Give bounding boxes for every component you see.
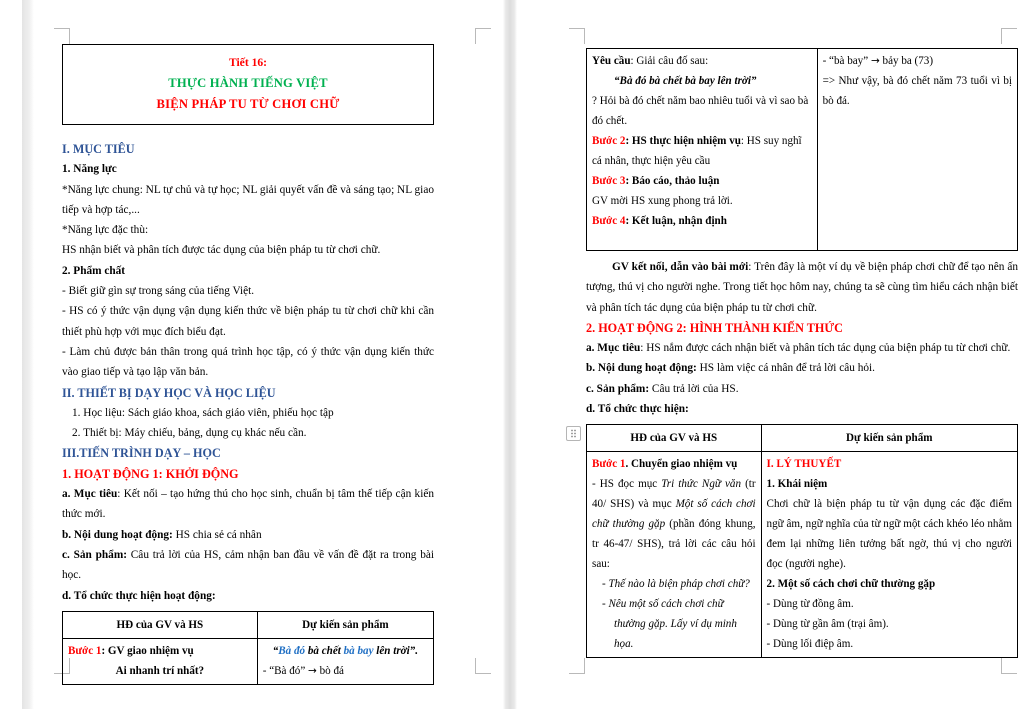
- para-hd2-noi-dung: [586, 358, 1018, 378]
- label-buoc-1-2: Bước 1: [592, 458, 626, 471]
- cell-line-buoc3-body: GV mời HS xung phong trả lời.: [592, 195, 733, 207]
- text-buoc-1: : GV giao nhiệm vụ: [101, 644, 194, 657]
- right-column-content: [586, 44, 1018, 658]
- cell-line-buoc1: [68, 641, 252, 661]
- text-ba-do: - “Bà đó”: [262, 664, 309, 677]
- text-phan-dong-khung: (phần đóng khung, tr 46-47/ SHS), trả lời các câu hỏi sau:: [592, 518, 756, 571]
- cell-line-bullet-3: - Dùng lối điệp âm.: [766, 638, 854, 651]
- para-hd2-san-pham: [586, 379, 1018, 399]
- cell-line-question-2b: thường gặp. Lấy ví dụ minh họa.: [614, 618, 737, 651]
- hd2-table: [586, 424, 1018, 658]
- cell-line-hs-doc-muc: [592, 474, 756, 574]
- section-heading-thiet-bi: II. THIẾT BỊ DẠY HỌC VÀ HỌC LIỆU: [62, 385, 276, 400]
- label-noi-dung-2: b. Nội dung hoạt động:: [586, 362, 697, 375]
- cell-line-buoc3: [592, 171, 812, 191]
- text-buoc-1-2: . Chuyển giao nhiệm vụ: [625, 458, 738, 471]
- text-ba-bay: - “bà bay”: [822, 55, 871, 67]
- para-hd2-muc-tieu: [586, 338, 1018, 358]
- cell-line-ket-luan: => Như vậy, bà đó chết năm 73 tuổi vì bị bò đá.: [822, 75, 1012, 107]
- cell-line-buoc1-2: [592, 454, 756, 474]
- cell-hd2-san-pham: [761, 452, 1017, 658]
- crop-mark-top-left-2: [569, 28, 585, 44]
- para-nang-luc-dac-thu-body: HS nhận biết và phân tích được tác dụng của biện pháp tu từ chơi chữ.: [62, 244, 381, 257]
- para-nang-luc-dac-thu-label: *Năng lực đặc thù:: [62, 224, 149, 237]
- hd1-table-continued: [586, 48, 1018, 251]
- page-left-edge-shadow: [22, 0, 34, 709]
- riddle-part-1: Bà đó: [278, 644, 306, 657]
- riddle-part-3: bà bay: [343, 644, 374, 657]
- label-buoc-3: Bước 3: [592, 175, 626, 187]
- cell-line-ba-do: [263, 661, 428, 681]
- cell-line-riddle: [263, 641, 428, 661]
- table-header-gv-hs: HĐ của GV và HS: [63, 611, 258, 638]
- right-arrow-icon: →: [308, 664, 317, 677]
- para-thiet-bi: 2. Thiết bị: Máy chiếu, bảng, dụng cụ khác nếu cần.: [72, 427, 307, 440]
- text-mot-so-cach-choi-chu: Một số cách chơi chữ thường gặp: [592, 498, 756, 531]
- text-muc-tieu: : Kết nối – tạo hứng thú cho học sinh, chuẩn bị tâm thế tiếp cận kiến thức mới.: [62, 488, 434, 521]
- label-buoc-2: Bước 2: [592, 135, 626, 147]
- para-hd2-to-chuc: d. Tổ chức thực hiện:: [586, 403, 689, 416]
- text-noi-dung: HS chia sẻ cá nhân: [172, 528, 262, 541]
- cell-line-buoc4: [592, 211, 812, 231]
- lesson-number: Tiết 16:: [228, 56, 268, 69]
- lesson-title-main: THỰC HÀNH TIẾNG VIỆT: [168, 76, 328, 90]
- crop-mark-bottom-right: [475, 658, 491, 674]
- cell-line-buoc2: [592, 131, 812, 171]
- cell-line-bullet-1: - Dùng từ đồng âm.: [766, 598, 854, 611]
- crop-mark-top-right: [475, 28, 491, 44]
- text-bay-ba: bảy ba (73): [879, 55, 934, 67]
- table-header-san-pham-2: Dự kiến sản phẩm: [761, 425, 1017, 452]
- label-yeu-cau: Yêu cầu: [592, 55, 631, 67]
- section-heading-tien-trinh: III.TIẾN TRÌNH DẠY – HỌC: [62, 446, 221, 461]
- text-gv-ket-noi: : Trên đây là một ví dụ về biện pháp chơi chữ để tạo nên ấn tượng, thú vị cho người nghe. Trong tiết học hôm nay, chúng ta sẽ cùng tìm hiểu cách nhận biết và phân tích tác dụng của biện pháp tu từ chơi chữ.: [586, 261, 1018, 314]
- label-muc-tieu-2: a. Mục tiêu: [586, 342, 641, 355]
- cell-line-question-2a: - Nêu một số cách chơi chữ: [602, 598, 724, 611]
- riddle-part-2: bà chết: [305, 644, 344, 657]
- cell-hd2-gv-hs: [587, 452, 762, 658]
- text-buoc-2-bold: : HS thực hiện nhiệm vụ: [625, 135, 741, 147]
- left-column-content: [62, 44, 434, 685]
- text-yeu-cau: : Giải câu đố sau:: [630, 55, 709, 67]
- page-separator-gap: [503, 0, 517, 709]
- subheading-nang-luc: 1. Năng lực: [62, 163, 117, 176]
- cell-line-bullet-2: - Dùng từ gần âm (trại âm).: [766, 618, 889, 631]
- crop-mark-top-right-2: [1001, 28, 1017, 44]
- table-header-row: [587, 425, 1018, 452]
- cell-line-khai-niem-body: Chơi chữ là biện pháp tu từ vận dụng các đặc điểm ngữ âm, ngữ nghĩa của từ ngữ một cách khéo léo nhằm đem lại những liên tưởng bất ngờ, thú vị cho người đọc (người nghe).: [766, 498, 1012, 571]
- text-san-pham-2: Câu trả lời của HS.: [649, 382, 739, 395]
- para-nang-luc-chung: *Năng lực chung: NL tự chủ và tự học; NL giải quyết vấn đề và sáng tạo; NL giao tiếp và hợp tác,...: [62, 183, 434, 216]
- para-pham-chat-1: - Biết giữ gìn sự trong sáng của tiếng Việt.: [62, 285, 255, 298]
- text-va-muc: (tr 40/ SHS) và mục: [592, 478, 756, 511]
- subheading-pham-chat: 2. Phẩm chất: [62, 264, 126, 277]
- text-muc-tieu-2: : HS nắm được cách nhận biết và phân tích tác dụng của biện pháp tu từ chơi chữ.: [640, 342, 1011, 355]
- para-pham-chat-3: - Làm chủ được bản thân trong quá trình học tập, có ý thức vận dụng kiến thức vào giao tiếp và tạo lập văn bản.: [62, 345, 434, 379]
- crop-mark-bottom-right-2: [1001, 658, 1017, 674]
- cell-line-question-1: - Thế nào là biện pháp chơi chữ?: [602, 578, 750, 591]
- cell-hd-gv-hs-continued: [587, 49, 818, 251]
- crop-mark-top-left: [54, 28, 70, 44]
- table-header-gv-hs-2: HĐ của GV và HS: [587, 425, 762, 452]
- text-buoc-4: : Kết luận, nhận định: [625, 215, 727, 227]
- hd1-table: [62, 611, 434, 685]
- hd1-table-wrapper: [62, 611, 434, 685]
- cell-line-riddle-2: “Bà đó bà chết bà bay lên trời”: [614, 75, 757, 87]
- para-hd1-noi-dung: [62, 525, 434, 545]
- cell-line-ai-nhanh-tri: Ai nhanh trí nhất?: [115, 664, 205, 677]
- label-buoc-4: Bước 4: [592, 215, 626, 227]
- section-heading-hoat-dong-2: 2. HOẠT ĐỘNG 2: HÌNH THÀNH KIẾN THỨC: [586, 320, 843, 335]
- para-hd1-san-pham: [62, 545, 434, 586]
- cell-line-hoi: ? Hỏi bà đó chết năm bao nhiêu tuổi và vì sao bà đó chết.: [592, 95, 809, 127]
- table-header-san-pham: Dự kiến sản phẩm: [257, 611, 433, 638]
- para-hoc-lieu: 1. Học liệu: Sách giáo khoa, sách giáo viên, phiếu học tập: [72, 406, 334, 419]
- text-tri-thuc-ngu-van: Tri thức Ngữ văn: [661, 478, 742, 491]
- text-hs-doc: - HS đọc mục: [592, 478, 662, 491]
- cell-du-kien-san-pham-continued: [817, 49, 1017, 251]
- label-san-pham-2: c. Sản phẩm:: [586, 382, 650, 395]
- para-gv-ket-noi: [586, 257, 1018, 318]
- label-noi-dung: b. Nội dung hoạt động:: [62, 528, 173, 541]
- cell-line-ba-bay: [823, 51, 1012, 71]
- table-row: [63, 638, 434, 684]
- section-heading-hoat-dong-1: 1. HOẠT ĐỘNG 1: KHỞI ĐỘNG: [62, 466, 239, 481]
- table-row: [587, 452, 1018, 658]
- para-hd1-to-chuc: d. Tổ chức thực hiện hoạt động:: [62, 589, 216, 602]
- section-heading-muc-tieu: I. MỤC TIÊU: [62, 142, 135, 156]
- text-noi-dung-2: HS làm việc cá nhân để trả lời câu hỏi.: [696, 362, 876, 375]
- label-muc-tieu: a. Mục tiêu: [62, 488, 118, 501]
- table-move-handle-icon[interactable]: [566, 426, 581, 441]
- hd2-table-wrapper: [586, 424, 1018, 658]
- table-row: [587, 49, 1018, 251]
- label-buoc-1: Bước 1: [68, 644, 102, 657]
- label-san-pham: c. Sản phẩm:: [62, 548, 127, 561]
- text-buoc-3: : Báo cáo, thảo luận: [625, 175, 720, 187]
- riddle-part-4: lên trời”: [373, 644, 416, 657]
- text-san-pham: Câu trả lời của HS, cảm nhận ban đầu về vấn đề đặt ra trong bài học.: [62, 548, 434, 582]
- cell-line-yeu-cau: [592, 51, 812, 71]
- lesson-title-box: [62, 44, 434, 125]
- riddle-open-quote: “: [272, 644, 279, 657]
- riddle-period: .: [415, 644, 419, 657]
- text-buoc-2: : HS suy nghĩ cá nhân, thực hiện yêu cầu: [592, 135, 802, 167]
- para-pham-chat-2: - HS có ý thức vận dụng vận dụng kiến thức về biện pháp tu từ chơi chữ khi cần thiết phù hợp với mục đích biểu đạt.: [62, 305, 434, 338]
- cell-line-ly-thuyet: I. LÝ THUYẾT: [766, 458, 842, 471]
- crop-mark-bottom-left-2: [569, 658, 585, 674]
- label-gv-ket-noi: GV kết nối, dẫn vào bài mới: [612, 261, 749, 273]
- text-bo-da: bò đá: [316, 664, 344, 677]
- lesson-title-sub: BIỆN PHÁP TU TỪ CHƠI CHỮ: [156, 97, 340, 111]
- para-hd1-muc-tieu: [62, 484, 434, 525]
- cell-hd-gv-hs: [63, 638, 258, 684]
- right-arrow-icon: →: [870, 55, 880, 67]
- table-header-row: [63, 611, 434, 638]
- cell-du-kien-san-pham: [257, 638, 433, 684]
- cell-line-khai-niem: 1. Khái niệm: [766, 478, 828, 491]
- cell-line-mot-so-cach: 2. Một số cách chơi chữ thường gặp: [766, 578, 936, 591]
